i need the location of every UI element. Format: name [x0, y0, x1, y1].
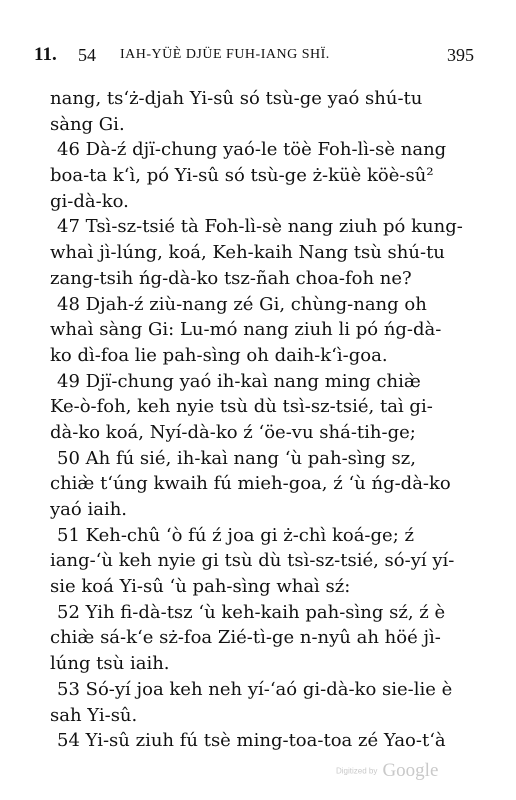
verse-line: 48 Djah-ź ziù-nang zé Gi, chùng-nang oh: [57, 293, 427, 315]
text-line: sah Yi-sû.: [50, 704, 138, 726]
verse-line: 50 Ah fú sié, ih-kaì nang ‘ù pah-sìng sz,: [57, 447, 416, 469]
text-line: dà-ko koá, Nyí-dà-ko ź ‘öe-vu shá-tih-ge;: [50, 421, 416, 443]
verse-line: 54 Yi-sû ziuh fú tsè ming-toa-toa zé Yao-t‘à: [57, 730, 446, 752]
chapter-number: 11.: [34, 44, 57, 65]
scripture-text: [50, 86, 470, 754]
google-logo: Google: [382, 760, 439, 781]
verse-line: 49 Djï-chung yaó ih-kaì nang ming chiæ̀: [57, 370, 421, 392]
digitized-by-google-watermark: [336, 760, 438, 788]
running-title: IAH-YÜÈ DJÜE FUH-IANG SHÏ.: [120, 47, 330, 62]
text-line: ko dì-foa lie pah-sìng oh daih-k‘ì-goa.: [50, 344, 388, 366]
verse-line: 52 Yih fi-dà-tsz ‘ù keh-kaih pah-sìng sź, ź è: [57, 601, 446, 623]
text-line: lúng tsù iaih.: [50, 653, 170, 675]
text-line: Ke-ò-foh, keh nyie tsù dù tsì-sz-tsié, taì gi-: [50, 396, 433, 418]
text-line: chiæ̀ sá-k‘e sż-foa Zié-tì-ge n-nyû ah höé jì-: [50, 627, 441, 649]
watermark-prefix: Digitized by: [336, 766, 378, 776]
page-number: 395: [447, 45, 474, 65]
text-line: chiæ̀ t‘úng kwaih fú mieh-goa, ź ‘ù ńg-dà-ko: [50, 473, 451, 495]
text-line: whaì jì-lúng, koá, Keh-kaih Nang tsù shú-tu: [50, 242, 445, 264]
first-verse-number: 54: [78, 45, 96, 65]
text-line: nang, ts‘ż-djah Yi-sû só tsù-ge yaó shú-tu: [50, 88, 423, 109]
text-line: iang-‘ù keh nyie gi tsù dù tsì-sz-tsié, só-yí yí-: [50, 550, 455, 572]
text-line: boa-ta k‘ì, pó Yi-sû só tsù-ge ż-küè köè-sû²: [50, 165, 434, 187]
text-line: zang-tsih ńg-dà-ko tsz-ñah choa-foh ne?: [50, 267, 412, 289]
verse-line: 47 Tsì-sz-tsié tà Foh-lì-sè nang ziuh pó kung-: [57, 216, 463, 238]
running-header: [34, 44, 474, 70]
verse-line: 46 Dà-ź djï-chung yaó-le töè Foh-lì-sè nang: [57, 139, 447, 161]
verse-line: 51 Keh-chû ‘ò fú ź joa gi ż-chì koá-ge; ź: [57, 524, 414, 546]
text-line: sie koá Yi-sû ‘ù pah-sìng whaì sź:: [50, 576, 351, 598]
text-line: yaó iaih.: [50, 499, 128, 520]
text-line: sàng Gi.: [50, 113, 125, 135]
text-line: whaì sàng Gi: Lu-mó nang ziuh li pó ńg-dà-: [50, 319, 442, 341]
verse-line: 53 Só-yí joa keh neh yí-‘aó gi-dà-ko sie-lie è: [57, 678, 453, 700]
text-line: gi-dà-ko.: [50, 190, 129, 212]
